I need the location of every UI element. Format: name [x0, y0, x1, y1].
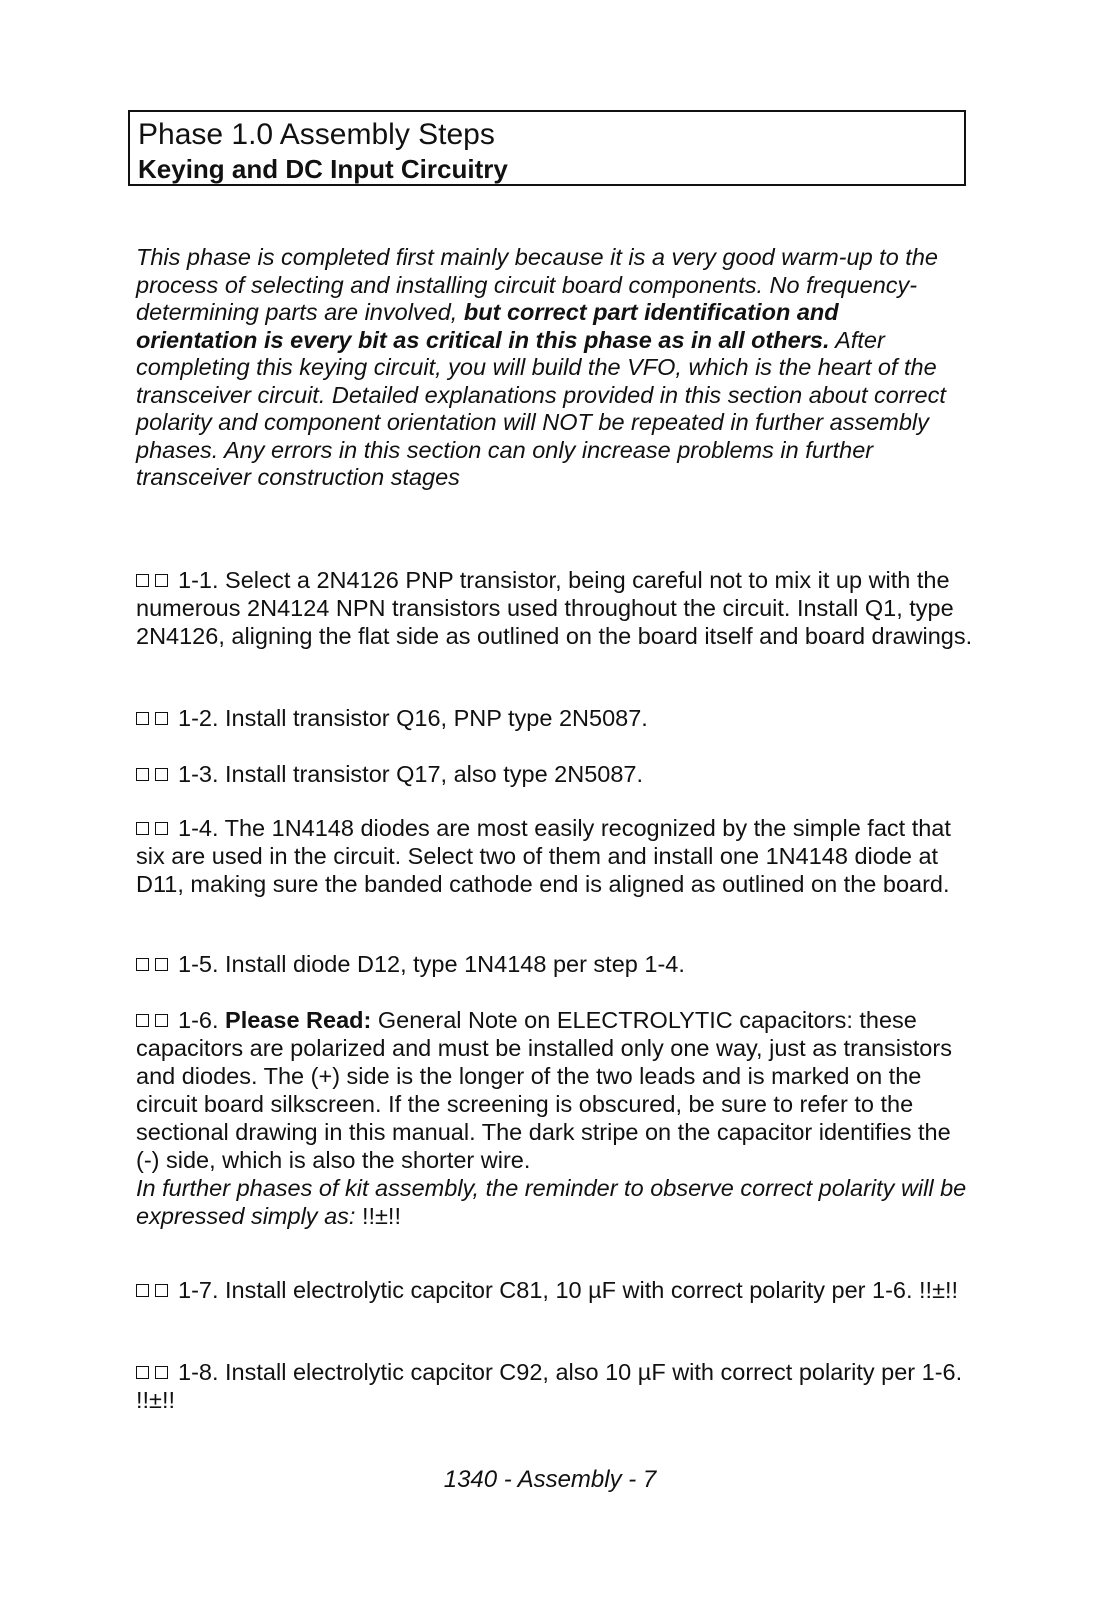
- step-text: The 1N4148 diodes are most easily recognized by the simple fact that six are used in the circuit. Select two of them and install one 1N4148 diode at D11, making sure the banded cathode end is aligned as outlined on the board.: [136, 815, 951, 897]
- checkbox-second[interactable]: [155, 958, 168, 971]
- step-italic-note: In further phases of kit assembly, the reminder to observe correct polarity will be expressed simply as:: [136, 1175, 967, 1229]
- checkbox-second[interactable]: [155, 768, 168, 781]
- step-number: 1-5.: [178, 951, 219, 977]
- step-note-label: Please Read:: [225, 1007, 372, 1033]
- checkbox-second[interactable]: [155, 712, 168, 725]
- checkbox-first[interactable]: [136, 768, 149, 781]
- step-text: Select a 2N4126 PNP transistor, being careful not to mix it up with the numerous 2N4124 NPN transistors used throughout the circuit. Install Q1, type 2N4126, aligning the flat side as outlined on the board itself and board drawings.: [136, 567, 973, 649]
- checkbox-first[interactable]: [136, 958, 149, 971]
- phase-header-box: [128, 110, 966, 186]
- polarity-symbol: !!±!!: [136, 1387, 176, 1413]
- phase-title: Phase 1.0 Assembly Steps: [138, 118, 495, 151]
- step-1-7: [136, 1276, 976, 1304]
- step-number: 1-7.: [178, 1277, 219, 1303]
- intro-bold-text: but correct part identification and orientation is every bit as critical in this phase as in all others.: [136, 299, 839, 353]
- page-footer: 1340 - Assembly - 7: [443, 1466, 657, 1493]
- step-number: 1-4.: [178, 815, 219, 841]
- intro-text-1: This phase is completed first mainly because it is a very good warm-up to the process of selecting and installing circuit board components. No frequency-determining parts are involved,: [136, 244, 938, 325]
- checkbox-second[interactable]: [155, 1366, 168, 1379]
- step-text: Install electrolytic capcitor C92, also 10 µF with correct polarity per 1-6.: [225, 1359, 963, 1385]
- step-number: 1-3.: [178, 761, 219, 787]
- checkbox-first[interactable]: [136, 1284, 149, 1297]
- checkbox-second[interactable]: [155, 822, 168, 835]
- checkbox-first[interactable]: [136, 712, 149, 725]
- step-1-1: [136, 566, 976, 650]
- step-number: 1-6.: [178, 1007, 219, 1033]
- step-number: 1-1.: [178, 567, 219, 593]
- step-text: General Note on ELECTROLYTIC capacitors: these capacitors are polarized and must be installed only one way, just as transistors and diodes. The (+) side is the longer of the two leads and is marked on the circuit board silkscreen. If the screening is obscured, be sure to refer to the sectional drawing in this manual. The dark stripe on the capacitor identifies the (-) side, which is also the shorter wire.: [136, 1007, 952, 1173]
- checkbox-first[interactable]: [136, 1014, 149, 1027]
- checkbox-first[interactable]: [136, 1366, 149, 1379]
- intro-paragraph: [136, 244, 966, 492]
- intro-text-2: After completing this keying circuit, you will build the VFO, which is the heart of the transceiver circuit. Detailed explanations provided in this section about correct polarity and component orientation will NOT be repeated in further assembly phases. Any errors in this section can only increase problems in further transceiver construction stages: [136, 326, 946, 490]
- step-1-5: [136, 950, 976, 978]
- step-1-8: [136, 1358, 976, 1414]
- step-1-2: [136, 704, 976, 732]
- step-text: Install electrolytic capcitor C81, 10 µF with correct polarity per 1-6.: [225, 1277, 913, 1303]
- polarity-symbol: !!±!!: [361, 1203, 401, 1229]
- checkbox-second[interactable]: [155, 1014, 168, 1027]
- phase-subtitle: Keying and DC Input Circuitry: [138, 154, 508, 184]
- checkbox-second[interactable]: [155, 1284, 168, 1297]
- step-number: 1-8.: [178, 1359, 219, 1385]
- step-number: 1-2.: [178, 705, 219, 731]
- step-1-4: [136, 814, 976, 898]
- step-1-6: [136, 1006, 976, 1230]
- step-text: Install transistor Q16, PNP type 2N5087.: [225, 705, 648, 731]
- step-text: Install transistor Q17, also type 2N5087.: [225, 761, 644, 787]
- checkbox-second[interactable]: [155, 574, 168, 587]
- checkbox-first[interactable]: [136, 574, 149, 587]
- checkbox-first[interactable]: [136, 822, 149, 835]
- step-text: Install diode D12, type 1N4148 per step 1-4.: [225, 951, 685, 977]
- step-1-3: [136, 760, 976, 788]
- polarity-symbol: !!±!!: [919, 1277, 959, 1303]
